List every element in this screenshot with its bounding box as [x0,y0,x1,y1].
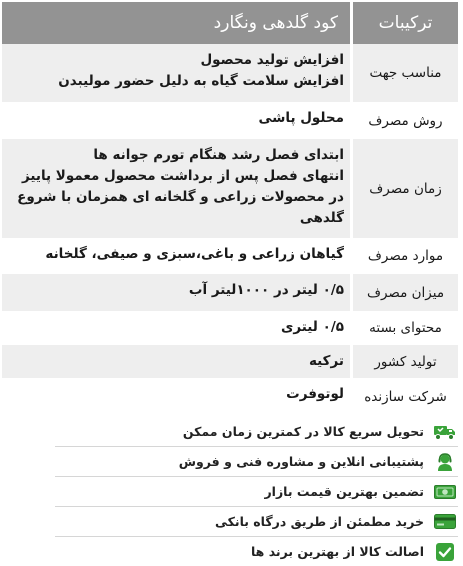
row-value [2,238,352,274]
list-item [55,537,458,566]
table-row [2,311,458,345]
row-value [2,311,352,345]
value-line: انتهای فصل پس از برداشت محصول معمولا پاییز [21,168,344,184]
row-value [2,345,352,378]
row-key: میزان مصرف [352,274,459,311]
value-line: افزایش تولید محصول [200,52,344,68]
money-icon [432,482,458,502]
table-row [2,378,458,415]
value-line: گیاهان زراعی و باغی،سبزی و صیفی، گلخانه [45,246,344,262]
row-value [2,378,352,415]
value-line: افزایش سلامت گیاه به دلیل حضور مولیبدن [58,73,344,89]
row-value [2,274,352,311]
row-key: روش مصرف [352,102,459,139]
feature-label: پشتیبانی انلاین و مشاوره فنی و فروش [178,454,424,469]
feature-label: تضمین بهترین قیمت بازار [264,484,424,499]
row-key: شرکت سازنده [352,378,459,415]
value-line: ترکیه [308,353,344,369]
row-key: زمان مصرف [352,139,459,238]
delivery-truck-icon [432,422,458,442]
table-row [2,274,458,311]
value-line: محلول پاشی [258,110,344,126]
table-row [2,44,458,102]
row-key: تولید کشور [352,345,459,378]
table-row [2,139,458,238]
feature-label: تحویل سریع کالا در کمترین زمان ممکن [182,424,424,439]
list-item [55,477,458,507]
row-value [2,102,352,139]
value-line: ابتدای فصل رشد هنگام تورم جوانه ها [93,147,344,163]
feature-label: اصالت کالا از بهترین برند ها [250,544,424,559]
value-line: ۰/۵ لیتر در ۱۰۰۰لیتر آب [188,282,344,298]
product-spec-table [2,2,458,415]
row-key: مناسب جهت [352,44,459,102]
row-key: موارد مصرف [352,238,459,274]
row-key: محتوای بسته [352,311,459,345]
header-product-name: کود گلدهی ونگارد [2,2,352,44]
value-line: لوتوفرت [286,386,344,402]
table-row [2,102,458,139]
list-item [55,417,458,447]
value-line: ۰/۵ لیتری [281,319,344,335]
value-line: گلدهی [299,210,344,226]
feature-label: خرید مطمئن از طریق درگاه بانکی [214,514,424,529]
header-key-cell: ترکیبات [352,2,459,44]
table-row [2,238,458,274]
store-features-list [55,417,458,566]
list-item [55,507,458,537]
check-icon [432,542,458,562]
credit-card-icon [432,512,458,532]
table-header-row [2,2,458,44]
row-value [2,139,352,238]
value-line: در محصولات زراعی و گلخانه ای همزمان با شروع [17,189,344,205]
row-value [2,44,352,102]
support-agent-icon [432,452,458,472]
table-row [2,345,458,378]
list-item [55,447,458,477]
